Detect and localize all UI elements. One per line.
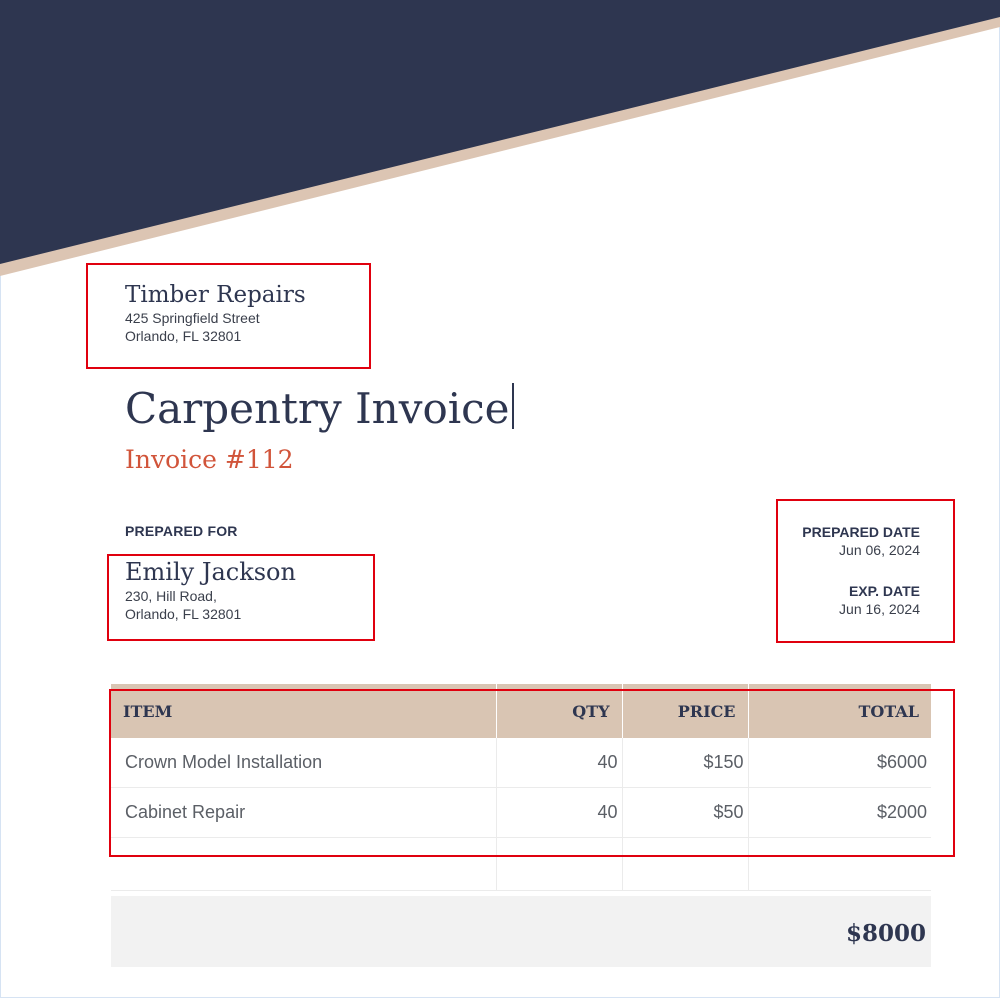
header-decoration: [0, 0, 1000, 290]
item-price[interactable]: $150: [622, 738, 748, 788]
item-qty[interactable]: 40: [496, 738, 622, 788]
exp-date-label: EXP. DATE: [848, 583, 920, 599]
client-block: [125, 557, 296, 623]
grand-total-bar: [111, 896, 931, 967]
column-header-item: ITEM: [111, 684, 496, 738]
prepared-date-value[interactable]: Jun 06, 2024: [839, 542, 920, 558]
prepared-for-label: PREPARED FOR: [125, 523, 238, 539]
grand-total[interactable]: $8000: [845, 920, 926, 947]
item-price[interactable]: $50: [622, 788, 748, 838]
dates-block: [802, 523, 920, 618]
document-title-field[interactable]: [125, 383, 514, 435]
empty-cell[interactable]: [496, 838, 622, 891]
column-header-qty: QTY: [496, 684, 622, 738]
empty-table-row: [111, 838, 931, 891]
item-total[interactable]: $2000: [748, 788, 931, 838]
company-name[interactable]: Timber Repairs: [125, 282, 306, 308]
client-address-line1[interactable]: 230, Hill Road,: [125, 588, 217, 604]
table-row: [111, 738, 931, 788]
line-items-table: [111, 684, 931, 891]
table-row: [111, 788, 931, 838]
client-name[interactable]: Emily Jackson: [125, 558, 296, 586]
company-address-line2[interactable]: Orlando, FL 32801: [125, 328, 242, 344]
document-title: Carpentry Invoice: [125, 384, 510, 433]
column-header-price: PRICE: [622, 684, 748, 738]
text-cursor: [512, 383, 514, 429]
exp-date-value[interactable]: Jun 16, 2024: [839, 601, 920, 617]
invoice-number[interactable]: Invoice #112: [125, 445, 294, 474]
empty-cell[interactable]: [622, 838, 748, 891]
item-description[interactable]: Cabinet Repair: [111, 788, 496, 838]
item-qty[interactable]: 40: [496, 788, 622, 838]
company-block: [125, 281, 306, 345]
table-header-row: [111, 684, 931, 738]
empty-cell[interactable]: [111, 838, 496, 891]
item-description[interactable]: Crown Model Installation: [111, 738, 496, 788]
prepared-date-label: PREPARED DATE: [802, 524, 920, 540]
client-address-line2[interactable]: Orlando, FL 32801: [125, 606, 242, 622]
column-header-total: TOTAL: [748, 684, 931, 738]
item-total[interactable]: $6000: [748, 738, 931, 788]
company-address-line1[interactable]: 425 Springfield Street: [125, 310, 260, 326]
empty-cell[interactable]: [748, 838, 931, 891]
